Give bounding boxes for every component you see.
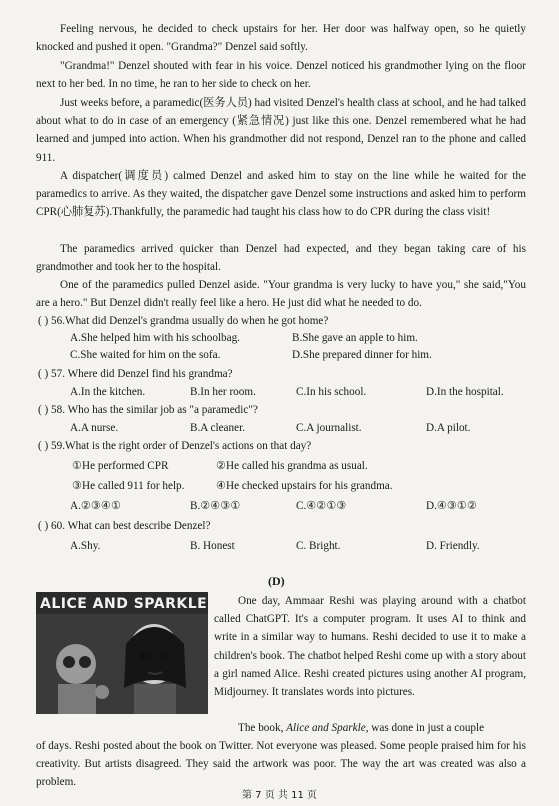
question-57-stem: ( ) 57. Where did Denzel find his grandma? xyxy=(38,368,233,380)
q60-option-a: A.Shy. xyxy=(70,540,101,552)
q60-option-d: D. Friendly. xyxy=(426,540,480,552)
book-cover-image xyxy=(36,592,208,714)
q57-option-d: D.In the hospital. xyxy=(426,386,504,398)
q58-option-c: C.A journalist. xyxy=(296,422,362,434)
section-d-paragraph-1: One day, Ammaar Reshi was playing around with a chatbot called ChatGPT. It's a computer program. It uses AI to think and write in a similar way to humans. Reshi decided to use it to make a children's book. The chatbot helped Reshi come up with a story about a girl named Alice. Reshi created pictures using another AI program, Midjourney. It translates words into pictures. xyxy=(214,595,526,699)
q57-option-b: B.In her room. xyxy=(190,386,256,398)
paragraph-5: The paramedics arrived quicker than Denzel had expected, and they began taking care of his grandmother and took her to the hospital. xyxy=(36,243,526,274)
question-58-stem: ( ) 58. Who has the similar job as "a paramedic"? xyxy=(38,404,258,416)
paragraph-1: Feeling nervous, he decided to check upstairs for her. Her door was halfway open, so he quietly knocked and pushed it open. "Grandma?" Denzel said softly. xyxy=(36,23,526,54)
q58-option-a: A.A nurse. xyxy=(70,422,119,434)
q60-option-b: B. Honest xyxy=(190,540,235,552)
paragraph-3: Just weeks before, a paramedic(医务人员) had visited Denzel's health class at school, and he had talked about what to do in case of an emergency (紧急情况) just like this one. Denzel remembered what he had learned and jumped into action. When his grandmother did not respond, Denzel ran to the phone and called 911. xyxy=(36,97,526,164)
question-59-stem: ( ) 59.What is the right order of Denzel's actions on that day? xyxy=(38,440,312,452)
q58-option-b: B.A cleaner. xyxy=(190,422,245,434)
q56-option-d: D.She prepared dinner for him. xyxy=(292,349,432,361)
book-cover-title: ALICE AND SPARKLE xyxy=(40,596,208,612)
q59-item-3: ③He called 911 for help. xyxy=(72,480,185,492)
q56-option-b: B.She gave an apple to him. xyxy=(292,332,418,344)
q56-option-c: C.She waited for him on the sofa. xyxy=(70,349,221,361)
p2-prefix: The book, xyxy=(238,722,287,734)
q58-option-d: D.A pilot. xyxy=(426,422,471,434)
book-title: Alice and Sparkle, xyxy=(286,722,369,734)
paragraph-4: A dispatcher(调度员) calmed Denzel and asked him to stay on the line while he waited for the paramedics to arrive. As they waited, the dispatcher gave Denzel some instructions and asked him to perform CPR(心肺复苏).Thankfully, the paramedic had taught his class how to do CPR during the class visit! xyxy=(36,170,526,219)
q56-option-a: A.She helped him with his schoolbag. xyxy=(70,332,240,344)
question-56-stem: ( ) 56.What did Denzel's grandma usually do when he got home? xyxy=(38,315,329,327)
q59-option-b: B.②④③① xyxy=(190,500,241,512)
section-d-paragraph-2-start xyxy=(214,719,526,737)
q59-item-4: ④He checked upstairs for his grandma. xyxy=(216,480,393,492)
q57-option-c: C.In his school. xyxy=(296,386,367,398)
page-footer: 第 7 页 共 11 页 xyxy=(242,790,317,801)
q57-option-a: A.In the kitchen. xyxy=(70,386,146,398)
q59-item-2: ②He called his grandma as usual. xyxy=(216,460,368,472)
q59-option-a: A.②③④① xyxy=(70,500,121,512)
q59-option-c: C.④②①③ xyxy=(296,500,347,512)
p2-text-a: was done in just a couple xyxy=(368,722,485,734)
q60-option-c: C. Bright. xyxy=(296,540,341,552)
q59-option-d: D.④③①② xyxy=(426,500,477,512)
section-d-title: (D) xyxy=(268,574,285,588)
section-d-paragraph-2-rest: of days. Reshi posted about the book on Twitter. Not everyone was pleased. Some people praised him for his creativity. But artists disagreed. They said the artwork was poor. The way the art was created was also a problem. xyxy=(36,740,526,789)
question-60-stem: ( ) 60. What can best describe Denzel? xyxy=(38,520,211,532)
q59-item-1: ①He performed CPR xyxy=(72,460,169,472)
paragraph-6: One of the paramedics pulled Denzel aside. "Your grandma is very lucky to have you," she said,"You are a hero." But Denzel didn't really feel like a hero. He just did what he needed to do. xyxy=(36,279,526,310)
paragraph-2: "Grandma!" Denzel shouted with fear in his voice. Denzel noticed his grandmother lying on the floor next to her bed. In no time, he ran to her side to check on her. xyxy=(36,60,526,91)
